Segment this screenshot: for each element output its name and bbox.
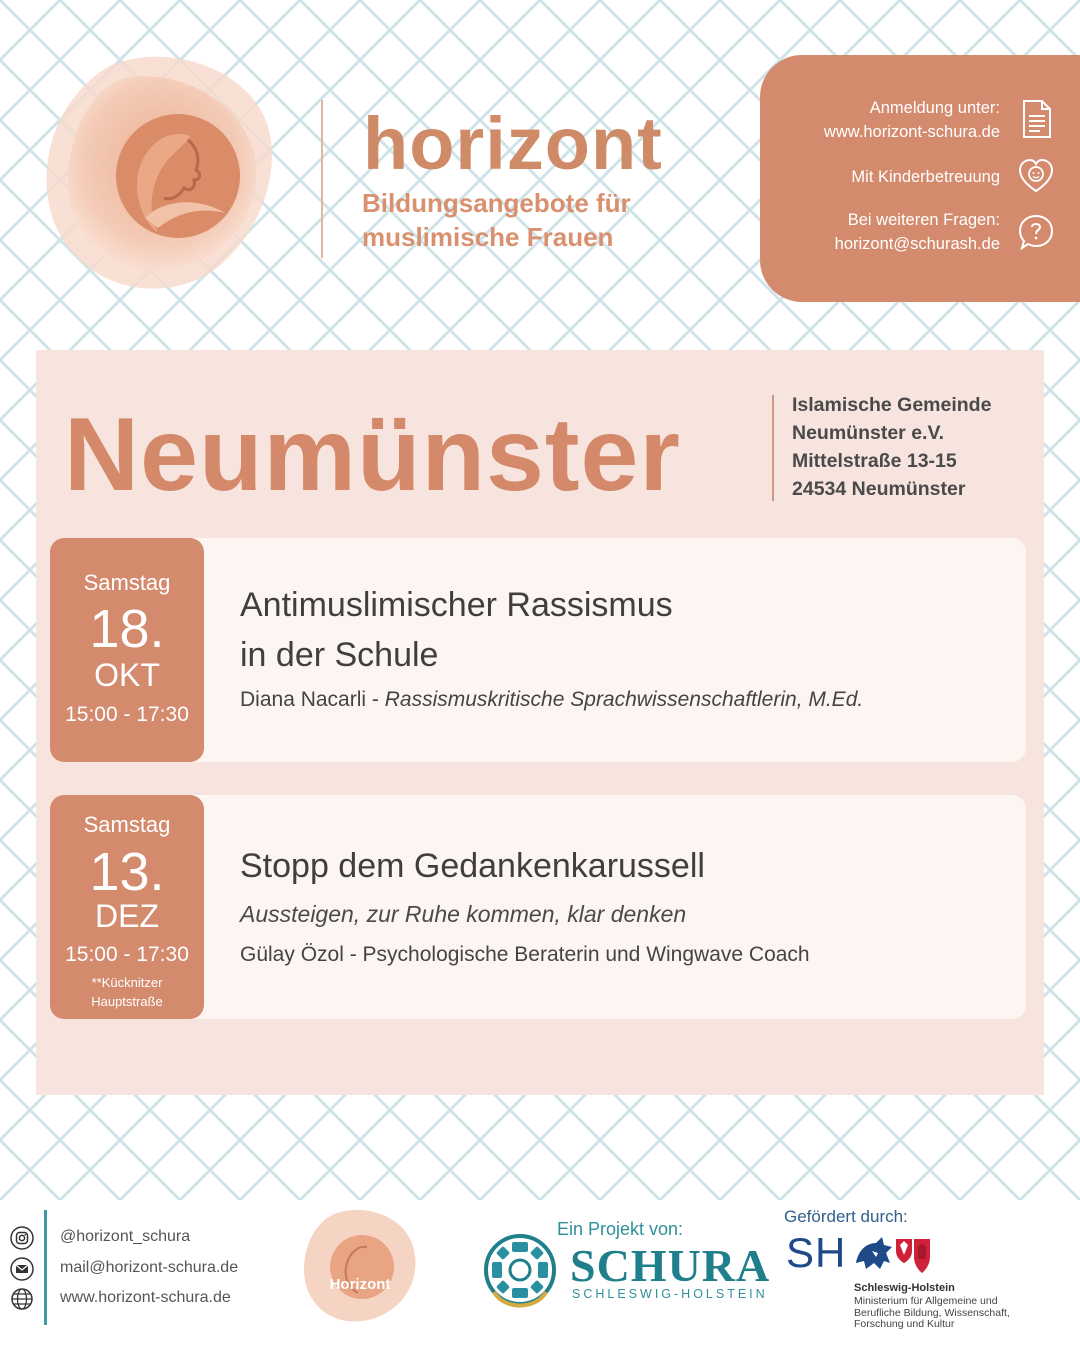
event-day: 13. (89, 842, 165, 902)
event-title-line: Antimuslimischer Rassismus (240, 586, 673, 624)
funded-label: Gefördert durch: (784, 1207, 908, 1226)
ministry-line: Berufliche Bildung, Wissenschaft, (854, 1306, 1010, 1319)
brand-subtitle-line: Bildungsangebote für (362, 188, 631, 218)
city-title: Neumünster (64, 397, 681, 513)
header-divider (321, 100, 323, 258)
ministry-line: Ministerium für Allgemeine und (854, 1295, 998, 1307)
note-line: Hauptstraße (91, 994, 163, 1009)
brand-subtitle (362, 186, 762, 254)
heart-child-icon (1018, 157, 1054, 197)
schura-name: SCHURA (570, 1240, 771, 1291)
event-card (50, 538, 1026, 762)
contact-email[interactable]: horizont@schurash.de (834, 235, 1000, 253)
date-box (50, 538, 204, 762)
question-icon (1018, 213, 1054, 253)
event-month: DEZ (95, 898, 159, 934)
footer-email[interactable]: mail@horizont-schura.de (60, 1259, 239, 1276)
event-speaker (240, 688, 863, 712)
note-line: **Kücknitzer (91, 975, 163, 990)
info-box (760, 55, 1080, 302)
address-line: Mittelstraße 13-15 (792, 450, 957, 472)
brand-title: horizont (363, 102, 663, 185)
globe-icon (10, 1287, 34, 1311)
horizont-logo (40, 48, 280, 298)
document-icon (1018, 99, 1054, 139)
address-line: Neumünster e.V. (792, 422, 945, 444)
horizont-small-logo (302, 1205, 418, 1325)
event-day: 18. (89, 599, 165, 659)
childcare-info (851, 165, 1000, 189)
sh-state-name: Schleswig-Holstein (854, 1282, 955, 1294)
address-line: Islamische Gemeinde (792, 394, 992, 416)
event-weekday: Samstag (83, 570, 171, 595)
sh-coat-of-arms-icon (852, 1233, 932, 1277)
event-time: 15:00 - 17:30 (65, 703, 189, 726)
instagram-icon (10, 1226, 34, 1250)
registration-label: Anmeldung unter: (869, 99, 1000, 117)
event-title-line: in der Schule (240, 636, 439, 674)
event-title (240, 841, 705, 891)
questions-label: Bei weiteren Fragen: (847, 211, 1000, 229)
event-subtitle: Aussteigen, zur Ruhe kommen, klar denken (240, 901, 687, 927)
event-card (50, 795, 1026, 1019)
address-line: 24534 Neumünster (792, 478, 966, 500)
registration-info (824, 96, 1000, 144)
mail-icon (10, 1257, 34, 1281)
address-divider (772, 395, 774, 501)
schura-emblem-icon (482, 1232, 558, 1312)
project-label: Ein Projekt von: (557, 1219, 684, 1239)
footer-website[interactable]: www.horizont-schura.de (60, 1289, 231, 1306)
sh-letters: SH (786, 1229, 847, 1276)
schura-region: SCHLESWIG-HOLSTEIN (572, 1287, 768, 1301)
instagram-handle[interactable]: @horizont_schura (60, 1228, 191, 1245)
event-title (240, 580, 673, 680)
childcare-label: Mit Kinderbetreuung (851, 168, 1000, 186)
date-box (50, 795, 204, 1019)
horizont-small-label: Horizont (329, 1276, 391, 1293)
event-month: OKT (94, 657, 160, 693)
venue-address (792, 391, 991, 503)
footer-divider (44, 1210, 47, 1325)
registration-url[interactable]: www.horizont-schura.de (823, 123, 1000, 141)
event-location-note (50, 973, 204, 1011)
brand-subtitle-line: muslimische Frauen (362, 222, 614, 252)
sh-ministry (854, 1296, 1054, 1331)
event-time: 15:00 - 17:30 (65, 943, 189, 966)
questions-info (835, 208, 1000, 256)
event-speaker: Gülay Özol - Psychologische Beraterin und Wingwave Coach (240, 943, 810, 966)
speaker-name: Diana Nacarli - (240, 688, 385, 711)
event-title-line: Stopp dem Gedankenkarussell (240, 847, 705, 885)
event-weekday: Samstag (83, 812, 171, 837)
ministry-line: Forschung und Kultur (854, 1318, 955, 1330)
speaker-role: Rassismuskritische Sprachwissenschaftlerin, M.Ed. (384, 688, 864, 711)
